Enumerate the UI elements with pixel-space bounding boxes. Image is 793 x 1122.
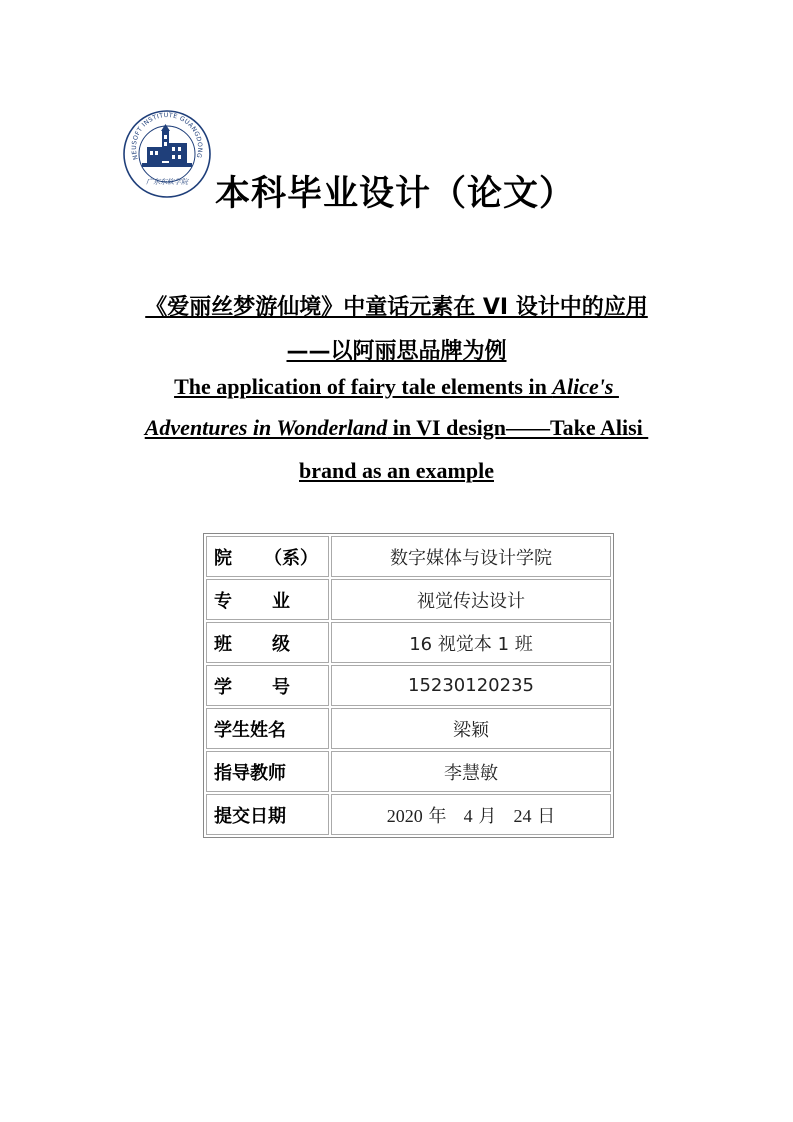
student-name-value: 梁颖: [331, 708, 611, 749]
student-id-label: 学 号: [206, 665, 329, 706]
table-row: [206, 536, 611, 577]
university-logo: [122, 109, 212, 199]
student-id-value: 15230120235: [331, 665, 611, 706]
major-label: 专 业: [206, 579, 329, 620]
table-row: [206, 665, 611, 706]
class-value: 16 视觉本 1 班: [331, 622, 611, 663]
advisor-value: 李慧敏: [331, 751, 611, 792]
chinese-title-line-1: 《爱丽丝梦游仙境》中童话元素在 VI 设计中的应用: [145, 295, 648, 320]
chinese-title-line-2: ——以阿丽思品牌为例: [286, 339, 507, 364]
date-day: 24: [513, 805, 532, 826]
english-title-italic-2: Adventures in Wonderland: [144, 415, 388, 440]
class-label: 班 级: [206, 622, 329, 663]
submission-date-value: [331, 794, 611, 835]
table-row: [206, 708, 611, 749]
date-year-unit: 年: [428, 805, 447, 827]
date-year: 2020: [386, 805, 423, 826]
english-title-line-2: [0, 415, 793, 441]
student-info-table: [203, 533, 614, 838]
advisor-label: 指导教师: [206, 751, 329, 792]
english-title-line-1-text: The application of fairy tale elements in: [174, 374, 553, 399]
document-title: 本科毕业设计（论文）: [215, 174, 576, 214]
student-name-label: 学生姓名: [206, 708, 329, 749]
english-title-line-3: brand as an example: [299, 458, 494, 483]
english-title-line-1: [0, 374, 793, 400]
table-row: [206, 579, 611, 620]
english-title-line-2-text: in VI design——Take Alisi: [387, 415, 649, 440]
faculty-label: 院 （系）: [206, 536, 329, 577]
date-day-unit: 日: [537, 805, 556, 827]
table-row: [206, 622, 611, 663]
logo-arc-text: NEUSOFT INSTITUTE GUANGDONG: [130, 111, 204, 161]
faculty-value: 数字媒体与设计学院: [331, 536, 611, 577]
logo-bottom-text: 广东东软学院: [146, 178, 188, 186]
table-row: [206, 794, 611, 835]
english-title-italic-1: Alice's: [552, 374, 619, 399]
submission-date-label: 提交日期: [206, 794, 329, 835]
major-value: 视觉传达设计: [331, 579, 611, 620]
table-row: [206, 751, 611, 792]
date-month-unit: 月: [478, 805, 497, 827]
date-month: 4: [463, 805, 473, 826]
